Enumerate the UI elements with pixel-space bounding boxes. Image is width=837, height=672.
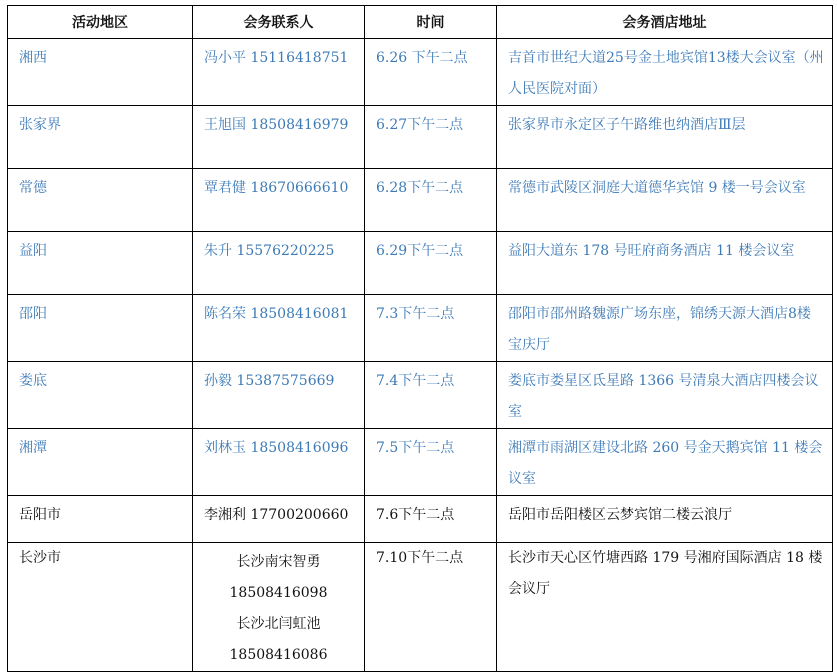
header-address: 会务酒店地址 bbox=[497, 6, 833, 39]
contact-phone-line: 18508416086 bbox=[229, 647, 328, 663]
contact-cell: 朱升 15576220225 bbox=[204, 243, 335, 259]
table-row bbox=[8, 232, 833, 295]
header-row bbox=[8, 6, 833, 39]
contact-cell: 王旭国 18508416979 bbox=[204, 117, 349, 133]
contact-cell: 孙毅 15387575669 bbox=[204, 373, 335, 389]
time-cell: 7.4下午二点 bbox=[376, 373, 455, 389]
region-cell: 长沙市 bbox=[19, 550, 61, 566]
table-row bbox=[8, 543, 833, 672]
contact-cell: 覃君健 18670666610 bbox=[204, 180, 349, 196]
region-cell: 湘西 bbox=[19, 50, 47, 66]
contact-name-line: 长沙南宋智勇 bbox=[236, 554, 321, 570]
header-contact: 会务联系人 bbox=[193, 6, 365, 39]
contact-cell: 冯小平 15116418751 bbox=[204, 50, 349, 66]
time-cell: 6.27下午二点 bbox=[376, 117, 464, 133]
time-cell: 7.6下午二点 bbox=[376, 507, 455, 523]
time-cell: 6.26 下午二点 bbox=[376, 50, 468, 66]
table-row bbox=[8, 106, 833, 169]
address-cell: 岳阳市岳阳楼区云梦宾馆二楼云浪厅 bbox=[508, 507, 732, 523]
contact-cell: 李湘利 17700200660 bbox=[204, 507, 349, 523]
address-cell: 长沙市天心区竹塘西路 179 号湘府国际酒店 18 楼会议厅 bbox=[508, 550, 823, 597]
schedule-table bbox=[7, 5, 833, 672]
table-row bbox=[8, 169, 833, 232]
region-cell: 湘潭 bbox=[19, 440, 47, 456]
table-row bbox=[8, 295, 833, 362]
address-cell: 常德市武陵区洞庭大道德华宾馆 9 楼一号会议室 bbox=[508, 180, 806, 196]
contact-phone-line: 18508416098 bbox=[229, 585, 328, 601]
time-cell: 7.10下午二点 bbox=[376, 550, 464, 566]
header-time: 时间 bbox=[365, 6, 497, 39]
table-row bbox=[8, 39, 833, 106]
region-cell: 岳阳市 bbox=[19, 507, 61, 523]
address-cell: 湘潭市雨湖区建设北路 260 号金天鹅宾馆 11 楼会议室 bbox=[508, 440, 823, 487]
contact-cell: 陈名荣 18508416081 bbox=[204, 306, 349, 322]
time-cell: 6.29下午二点 bbox=[376, 243, 464, 259]
region-cell: 常德 bbox=[19, 180, 47, 196]
header-region: 活动地区 bbox=[8, 6, 193, 39]
address-cell: 吉首市世纪大道25号金土地宾馆13楼大会议室（州人民医院对面） bbox=[508, 50, 824, 97]
region-cell: 张家界 bbox=[19, 117, 61, 133]
address-cell: 邵阳市邵州路魏源广场东座，锦绣天源大酒店8楼宝庆厅 bbox=[508, 306, 811, 353]
table-row bbox=[8, 362, 833, 429]
time-cell: 7.5下午二点 bbox=[376, 440, 455, 456]
region-cell: 娄底 bbox=[19, 373, 47, 389]
address-cell: 娄底市娄星区氐星路 1366 号清泉大酒店四楼会议室 bbox=[508, 373, 819, 420]
table-row bbox=[8, 429, 833, 496]
table-row bbox=[8, 496, 833, 543]
region-cell: 益阳 bbox=[19, 243, 47, 259]
time-cell: 6.28下午二点 bbox=[376, 180, 464, 196]
time-cell: 7.3下午二点 bbox=[376, 306, 455, 322]
address-cell: 张家界市永定区子午路维也纳酒店Ⅲ层 bbox=[508, 117, 746, 133]
contact-cell bbox=[193, 543, 364, 671]
contact-cell: 刘林玉 18508416096 bbox=[204, 440, 349, 456]
region-cell: 邵阳 bbox=[19, 306, 47, 322]
address-cell: 益阳大道东 178 号旺府商务酒店 11 楼会议室 bbox=[508, 243, 795, 259]
contact-name-line: 长沙北闫虹池 bbox=[236, 616, 321, 632]
